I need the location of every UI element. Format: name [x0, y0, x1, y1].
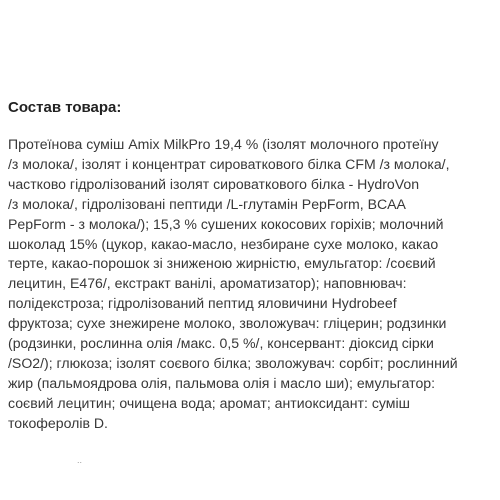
composition-line: лецитин, Е476/, екстракт ванілі, ароматизатор); наповнювач: [8, 275, 407, 292]
trailing-dots: .. [77, 455, 83, 465]
composition-line: шоколад 15% (цукор, какао-масло, незбиране сухе молоко, какао [8, 235, 439, 252]
composition-line: частково гідролізований ізолят сироваткового білка - HydroVon [8, 175, 420, 192]
composition-line: полідекстроза; гідролізований пептид яловичини Hydrobeef [8, 295, 397, 312]
composition-line: PepForm - з молока/); 15,3 % сушених кокосових горіхів; молочний [8, 215, 444, 232]
composition-line: /з молока/, гідролізовані пептиди /L-глутамін PepForm, BCAA [8, 195, 406, 212]
composition-text [8, 135, 496, 434]
composition-line: терте, какао-порошок зі зниженою жирністю, емульгатор: /соєвий [8, 255, 436, 272]
composition-line: (родзинки, рослинна олія /макс. 0,5 %/, консервант: діоксид сірки [8, 335, 434, 352]
composition-line: /з молока/, ізолят і концентрат сироваткового білка CFM /з молока/, [8, 155, 450, 172]
composition-line: Протеїнова суміш Amix MilkPro 19,4 % (ізолят молочного протеїну [8, 136, 439, 152]
composition-title: Состав товара: [8, 99, 122, 116]
composition-line: фруктоза; сухе знежирене молоко, зволожувач: гліцерин; родзинки [8, 315, 447, 332]
composition-line: жир (пальмоядрова олія, пальмова олія і масло ши); емульгатор: [8, 374, 436, 391]
composition-line: /SO2/); глюкоза; ізолят соєвого білка; зволожувач: сорбіт; рослинний [8, 354, 458, 371]
composition-line: соєвий лецитин; очищена вода; аромат; антиоксидант: суміш [8, 394, 410, 411]
composition-line: токоферолів D. [8, 414, 108, 431]
